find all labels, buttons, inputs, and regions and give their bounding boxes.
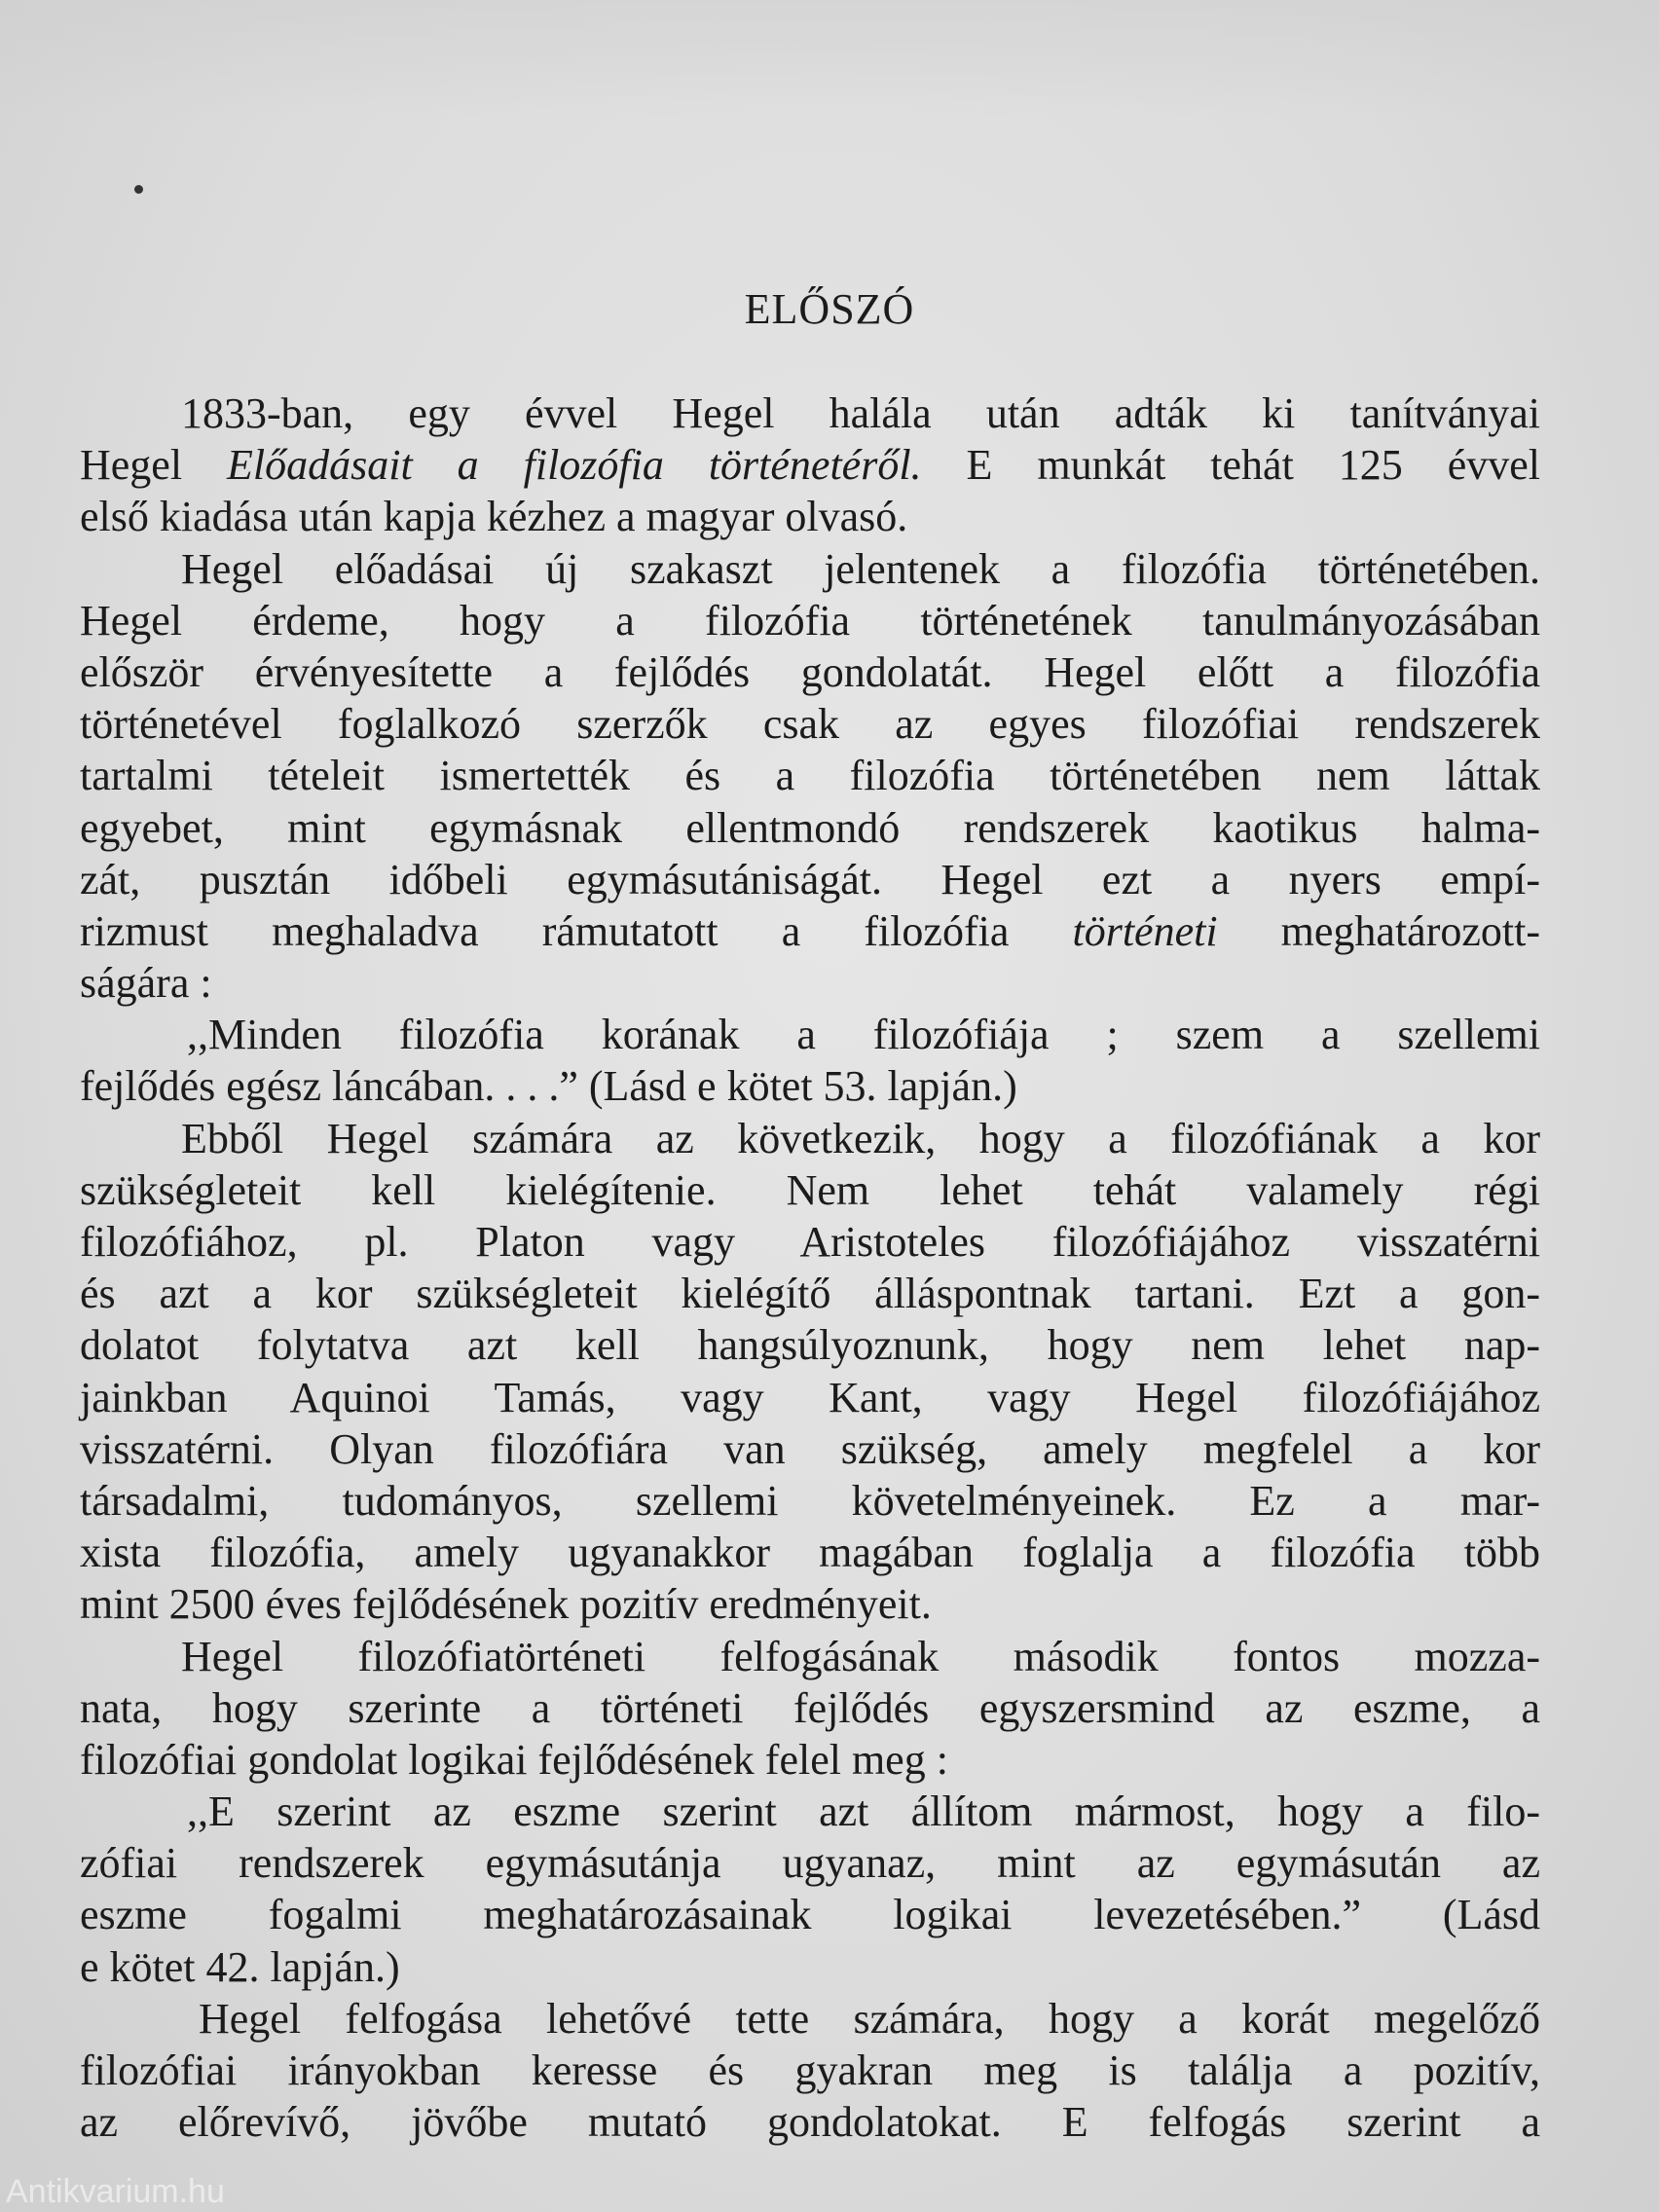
page-title: ELŐSZÓ — [744, 285, 915, 333]
ink-speck — [134, 185, 143, 194]
text-line: Hegel érdeme, hogy a filozófia történetének tanulmányozásában — [80, 596, 1540, 645]
bleed-through-shadow — [0, 0, 1659, 117]
text-line: nata, hogy szerinte a történeti fejlődés egyszersmind az eszme, a — [80, 1683, 1540, 1732]
text-line: ,,Minden filozófia korának a filozófiája ; szem a szellemi — [187, 1011, 1540, 1059]
text-line: zófiai rendszerek egymásutánja ugyanaz, mint az egymásután az — [80, 1839, 1540, 1888]
text-line: rizmust meghaladva rámutatott a filozófia történeti meghatározott- — [80, 906, 1540, 955]
text-line: fejlődés egész láncában. . . .” (Lásd e kötet 53. lapján.) — [80, 1062, 1017, 1111]
text-line: eszme fogalmi meghatározásainak logikai levezetésében.” (Lásd — [80, 1891, 1540, 1939]
text-line: Hegel Előadásait a filozófia történetéről. E munkát tehát 125 évvel — [80, 441, 1541, 490]
text-line: Hegel előadásai új szakaszt jelentenek a filozófia történetében. — [181, 544, 1540, 593]
text-line: visszatérni. Olyan filozófiára van szükség, amely megfelel a kor — [80, 1424, 1540, 1473]
text-line: tartalmi tételeit ismertették és a filozófia történetében nem láttak — [80, 752, 1540, 800]
body-text — [80, 387, 1540, 2148]
text-line: egyebet, mint egymásnak ellentmondó rendszerek kaotikus halma- — [80, 803, 1540, 852]
text-line: első kiadása után kapja kézhez a magyar olvasó. — [80, 493, 908, 541]
text-line: először érvényesítette a fejlődés gondolatát. Hegel előtt a filozófia — [80, 647, 1540, 696]
text-line: társadalmi, tudományos, szellemi követelményeinek. Ez a mar- — [80, 1476, 1540, 1525]
text-line: 1833-ban, egy évvel Hegel halála után adták ki tanítványai — [181, 389, 1540, 437]
text-line: dolatot folytatva azt kell hangsúlyoznunk, hogy nem lehet nap- — [80, 1321, 1540, 1370]
text-line: történetével foglalkozó szerzők csak az egyes filozófiai rendszerek — [80, 700, 1540, 749]
text-line: xista filozófia, amely ugyanakkor magában foglalja a filozófia több — [80, 1529, 1540, 1577]
text-line: e kötet 42. lapján.) — [80, 1942, 400, 1991]
text-line: és azt a kor szükségleteit kielégítő álláspontnak tartani. Ezt a gon- — [80, 1270, 1540, 1318]
text-line: ,,E szerint az eszme szerint azt állítom mármost, hogy a filo- — [187, 1788, 1540, 1836]
text-line: ságára : — [80, 959, 212, 1008]
text-line: Ebből Hegel számára az következik, hogy a filozófiának a kor — [181, 1114, 1540, 1162]
text-line: Hegel felfogása lehetővé tette számára, hogy a korát megelőző — [199, 1994, 1540, 2043]
text-line: filozófiához, pl. Platon vagy Aristoteles filozófiájához visszatérni — [80, 1218, 1540, 1266]
text-line: zát, pusztán időbeli egymásutániságát. Hegel ezt a nyers empí- — [80, 855, 1540, 903]
text-line: az előrevívő, jövőbe mutató gondolatokat. E felfogás szerint a — [80, 2098, 1540, 2147]
watermark: Antikvarium.hu — [6, 2173, 225, 2210]
text-line: mint 2500 éves fejlődésének pozitív eredményeit. — [80, 1580, 932, 1629]
text-line: jainkban Aquinoi Tamás, vagy Kant, vagy Hegel filozófiájához — [80, 1373, 1540, 1421]
text-line: Hegel filozófiatörténeti felfogásának második fontos mozza- — [181, 1632, 1540, 1680]
text-line: szükségleteit kell kielégítenie. Nem lehet tehát valamely régi — [80, 1165, 1540, 1214]
text-line: filozófiai irányokban keresse és gyakran meg is találja a pozitív, — [80, 2046, 1540, 2094]
text-line: filozófiai gondolat logikai fejlődésének felel meg : — [80, 1735, 948, 1784]
